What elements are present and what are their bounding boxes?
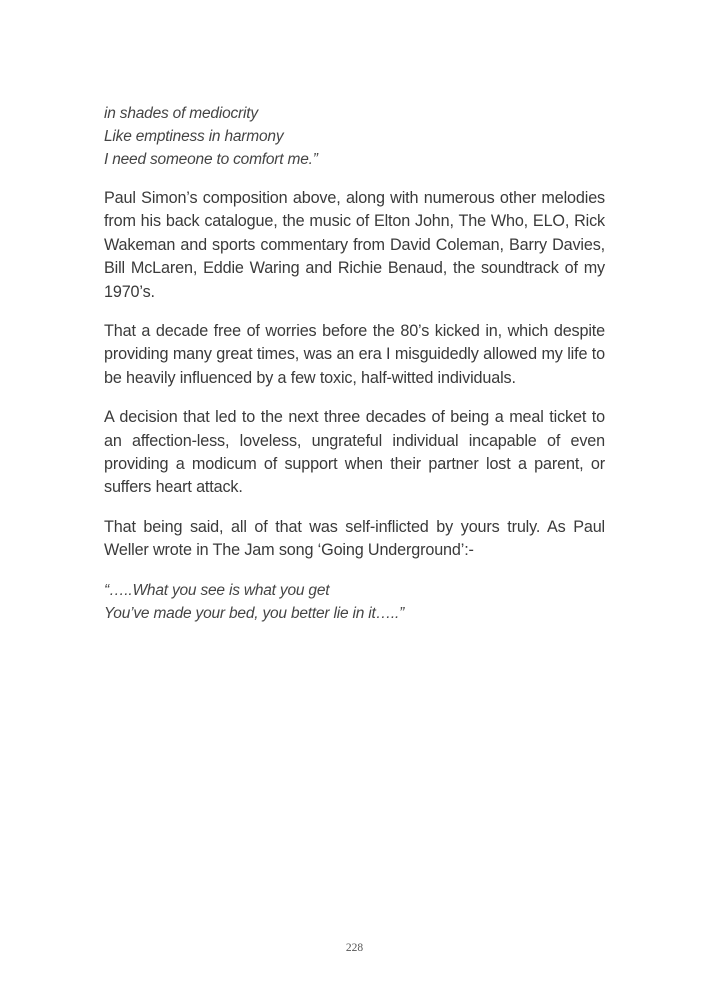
- lyric-line: You’ve made your bed, you better lie in it…..”: [104, 604, 405, 622]
- lyric-line: “…..What you see is what you get: [104, 581, 330, 599]
- lyric-quote-top: [104, 102, 605, 171]
- page-body: [104, 102, 605, 625]
- body-paragraph: A decision that led to the next three decades of being a meal ticket to an affection-less, loveless, ungrateful individual incapable of even providing a modicum of support when their partner lost a parent, or suffers heart attack.: [104, 408, 605, 497]
- lyric-line: Like emptiness in harmony: [104, 128, 284, 145]
- lyric-line: in shades of mediocrity: [104, 105, 258, 122]
- lyric-line: I need someone to comfort me.”: [104, 151, 318, 168]
- body-paragraph: That a decade free of worries before the 80’s kicked in, which despite providing many great times, was an era I misguidedly allowed my life to be heavily influenced by a few toxic, half-witted individuals.: [104, 322, 605, 387]
- body-paragraph: That being said, all of that was self-inflicted by yours truly. As Paul Weller wrote in The Jam song ‘Going Underground’:-: [104, 517, 605, 560]
- lyric-quote-bottom: [104, 579, 605, 625]
- body-paragraph: Paul Simon’s composition above, along with numerous other melodies from his back catalogue, the music of Elton John, The Who, ELO, Rick Wakeman and sports commentary from David Coleman, Barry Davies, Bill McLaren, Eddie Waring and Richie Benaud, the soundtrack of my 1970’s.: [104, 189, 605, 301]
- page-number: 228: [345, 942, 364, 954]
